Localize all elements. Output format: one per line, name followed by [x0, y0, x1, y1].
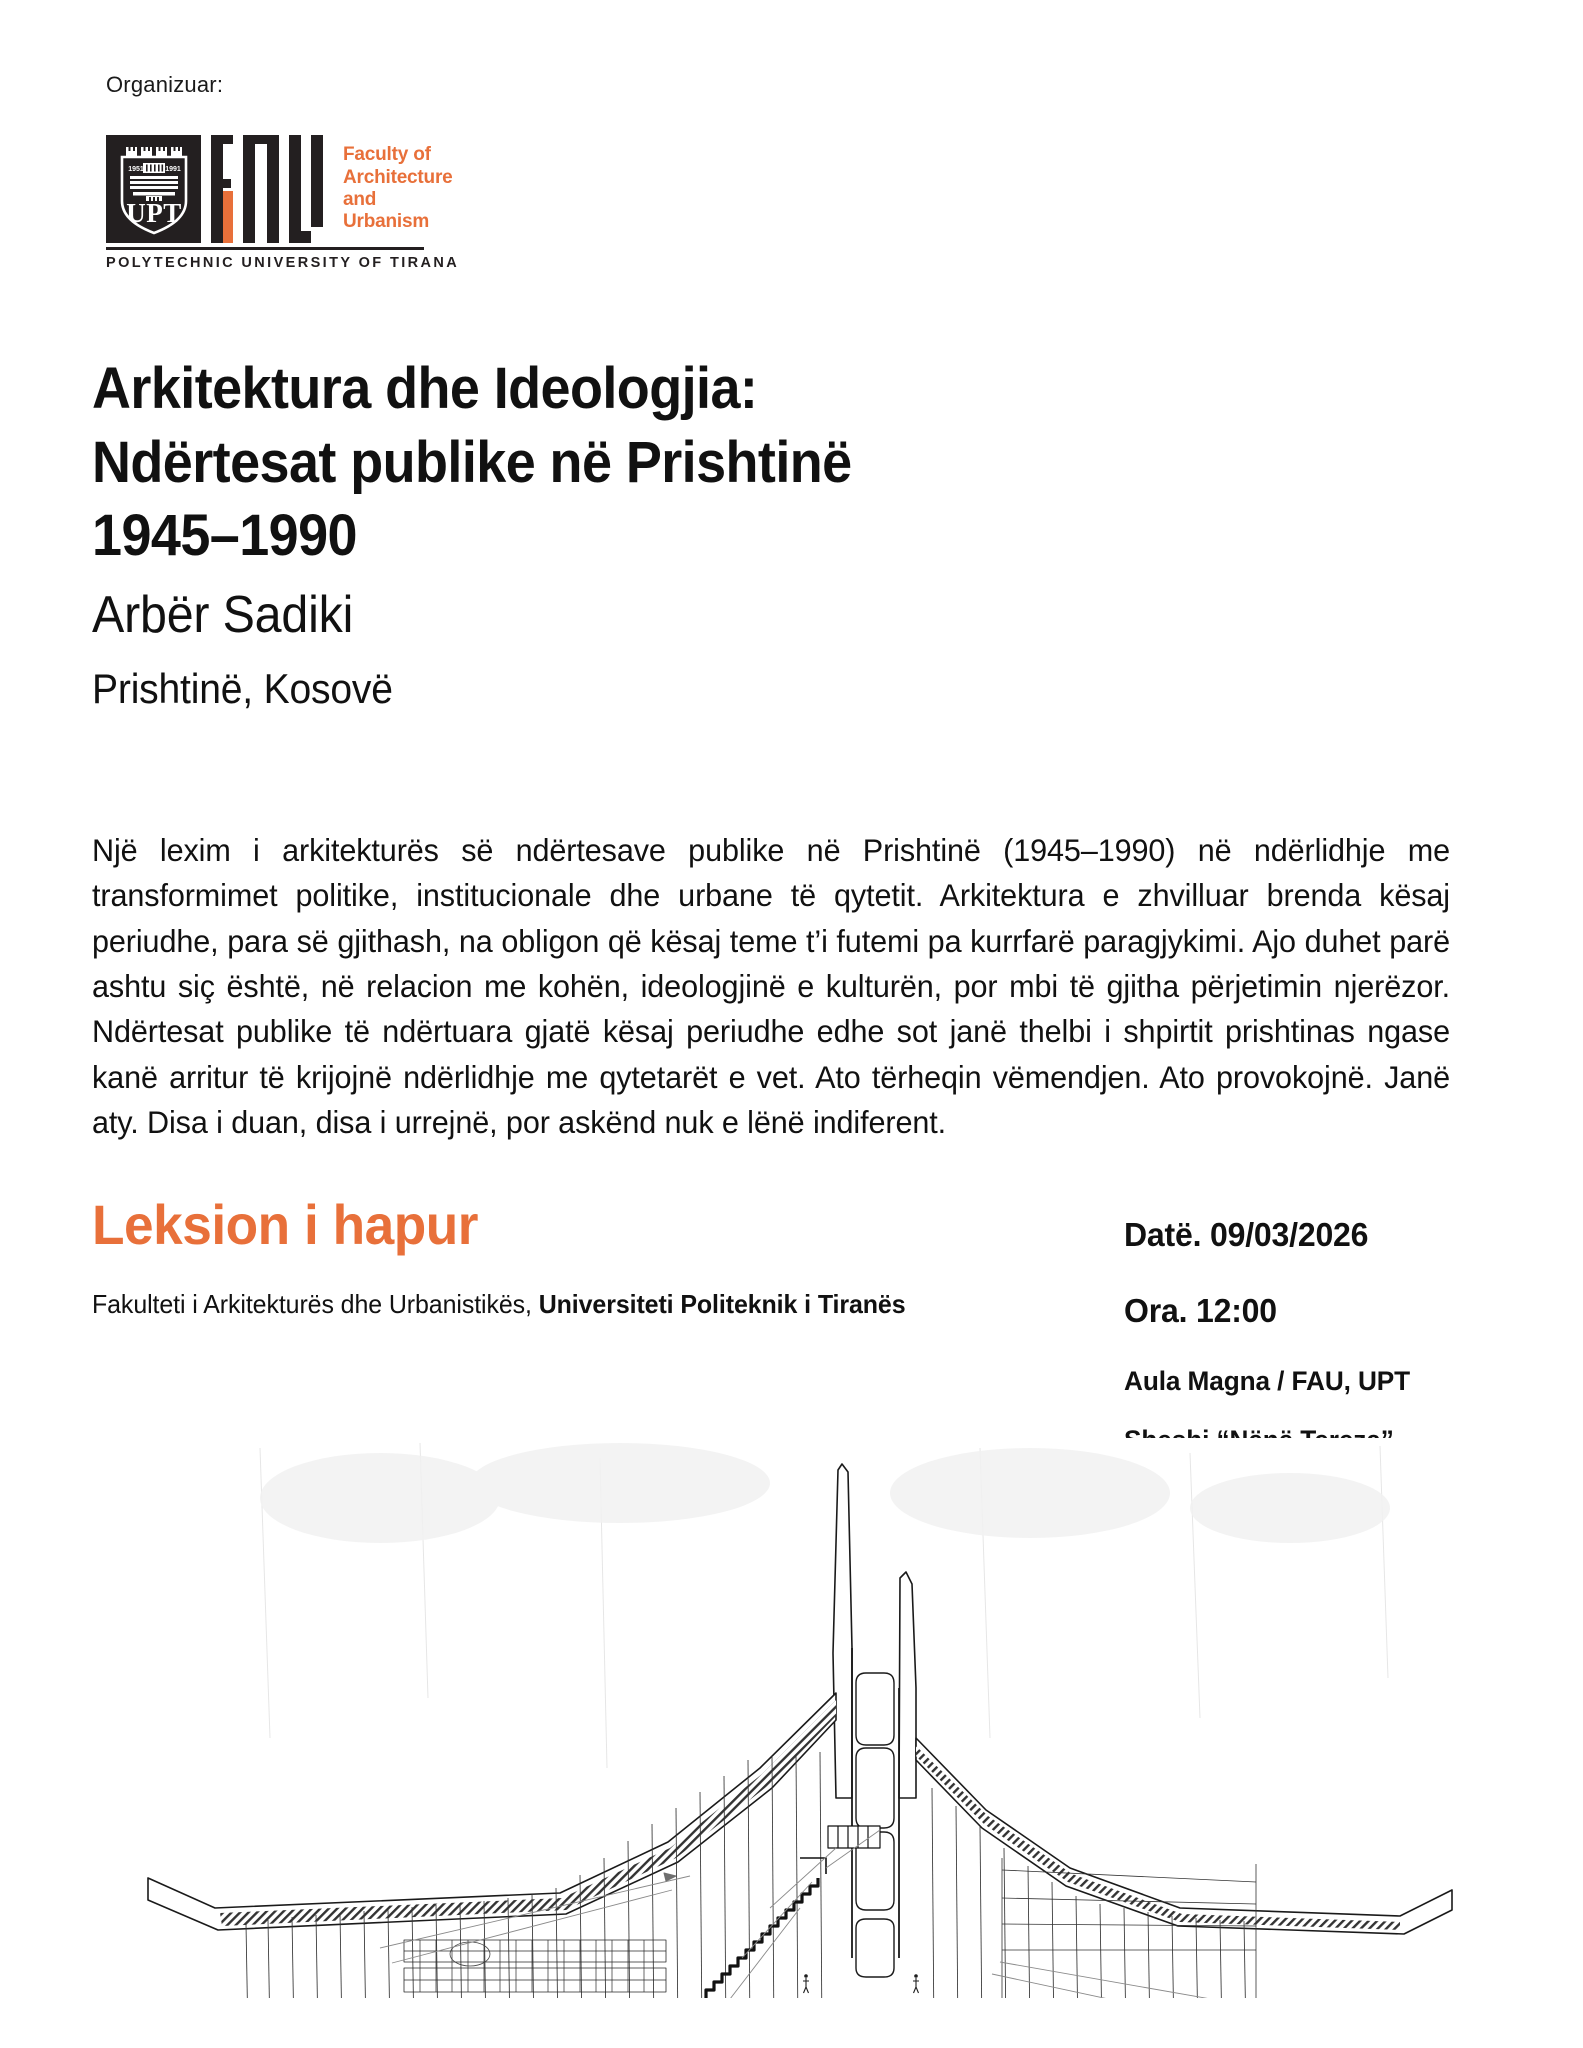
logo-divider	[106, 247, 424, 250]
organizer-label: Organizuar:	[106, 72, 224, 97]
event-right-column	[1124, 1216, 1544, 1456]
svg-text:1951: 1951	[127, 166, 144, 173]
event-venue: Aula Magna / FAU, UPT	[1124, 1366, 1411, 1396]
architectural-section-drawing	[0, 1438, 1583, 1998]
svg-text:1991: 1991	[164, 166, 181, 173]
faculty-line-2: Architecture	[343, 166, 453, 188]
faculty-wordmark-text	[343, 144, 453, 234]
event-host-bold: Universiteti Politeknik i Tiranës	[538, 1288, 906, 1319]
title-block	[92, 352, 1492, 716]
speaker-name: Arbër Sadiki	[92, 585, 354, 644]
logo-caption: POLYTECHNIC UNIVERSITY OF TIRANA	[106, 255, 460, 271]
event-host-regular: Fakulteti i Arkitekturës dhe Urbanistikës,	[92, 1288, 539, 1319]
event-date: Datë. 09/03/2026	[1124, 1216, 1369, 1253]
event-kicker: Leksion i hapur	[92, 1193, 479, 1256]
upt-crest-panel	[106, 135, 201, 243]
faculty-line-1: Faculty of	[343, 144, 431, 166]
event-time: Ora. 12:00	[1124, 1292, 1277, 1329]
upt-fau-logo	[106, 135, 460, 271]
abstract-paragraph: Një lexim i arkitekturës së ndërtesave publike në Prishtinë (1945–1990) në ndërlidhje me transformimet politike, institucionale dhe urbane të qytetit. Arkitektura e zhvilluar brenda kësaj periudhe, para së gjithash, na obligon që kësaj teme t’i futemi pa kurrfarë paragjykimi. Ajo duhet parë ashtu siç është, në relacion me kohën, ideologjinë e kulturën, por mbi të gjitha përjetimin njerëzor. Ndërtesat publike të ndërtuara gjatë kësaj periudhe edhe sot janë thelbi i shpirtit prishtinas ngase kanë arritur të krijojnë ndërlidhje me qytetarët e vet. Ato tërheqin vëmendjen. Ato provokojnë. Janë aty. Disa i duan, disa i urrejnë, por askënd nuk e lënë indiferent.	[92, 832, 1450, 1141]
fau-bars-icon	[209, 135, 329, 243]
section-drawing-svg	[0, 1438, 1583, 1998]
event-host-line	[92, 1289, 1052, 1320]
event-left-column	[92, 1193, 1092, 1320]
speaker-city: Prishtinë, Kosovë	[92, 664, 393, 712]
svg-text:UPT: UPT	[125, 198, 182, 228]
faculty-line-3: and Urbanism	[343, 189, 430, 233]
page-title-line-3: 1945–1990	[92, 503, 357, 569]
upt-crest-icon	[116, 143, 192, 235]
page-title-line-2: Ndërtesat publike në Prishtinë	[92, 429, 852, 495]
fau-wordmark	[209, 135, 329, 243]
page-title-line-1: Arkitektura dhe Ideologjia:	[92, 356, 758, 421]
